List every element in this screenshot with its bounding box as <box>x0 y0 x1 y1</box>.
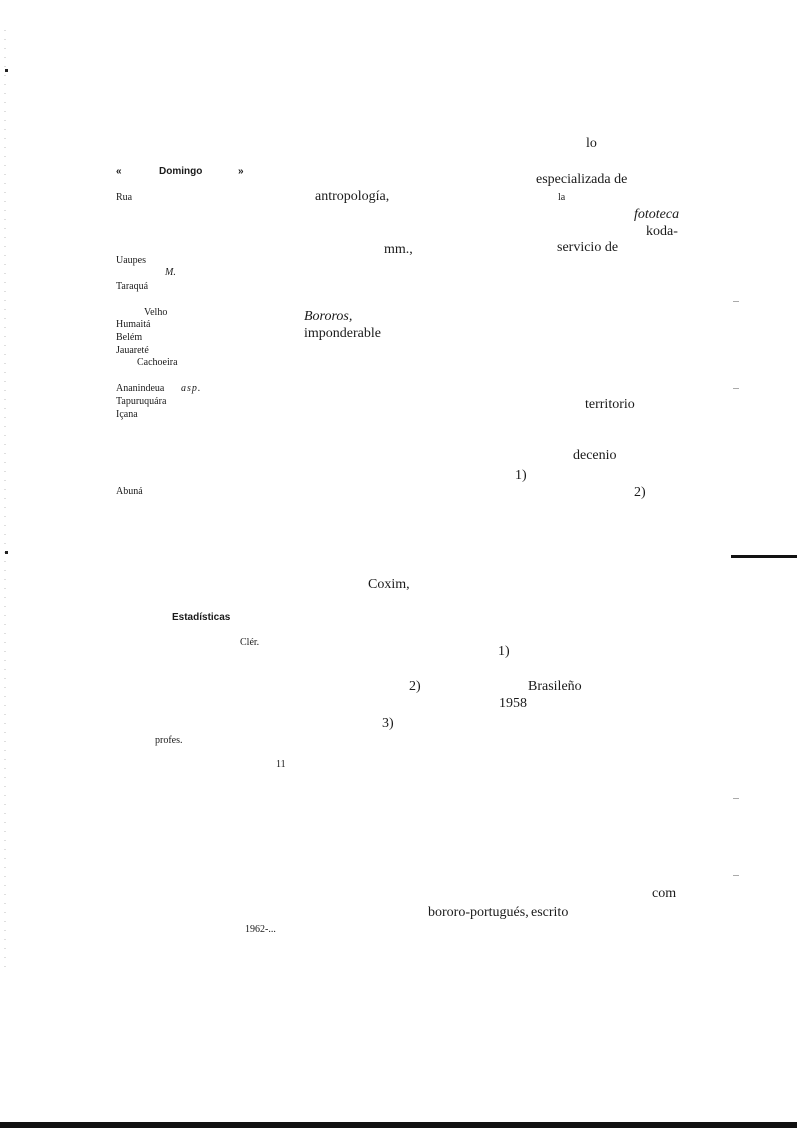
word-fototeca: fototeca <box>634 207 680 222</box>
word-especializada: especializada de <box>536 172 628 187</box>
place-jauarete: Jauareté <box>116 345 149 356</box>
year-1962: 1962-... <box>245 924 276 935</box>
word-com: com <box>652 886 677 901</box>
place-tapuruquara: Tapuruquára <box>116 396 167 407</box>
quote-close: » <box>238 166 244 177</box>
scan-speck <box>5 69 8 72</box>
margin-mark <box>733 875 739 876</box>
place-coxim: Coxim, <box>368 577 410 592</box>
place-velho: Velho <box>144 307 168 318</box>
word-profes: profes. <box>155 735 183 746</box>
place-ananindeua: Ananindeua <box>116 383 165 394</box>
scan-speck <box>5 551 8 554</box>
word-escrito: escrito <box>531 905 569 920</box>
word-la: la <box>558 192 566 203</box>
margin-mark <box>733 798 739 799</box>
heading-domingo: Domingo <box>159 166 203 177</box>
bottom-edge-bar <box>0 1122 797 1128</box>
word-cler: Clér. <box>240 637 260 648</box>
left-scan-edge <box>4 30 6 970</box>
marker-1b: 1) <box>498 644 510 659</box>
margin-mark <box>733 388 739 389</box>
word-mm: mm., <box>384 242 413 257</box>
word-decenio: decenio <box>573 448 617 463</box>
place-abuna: Abuná <box>116 486 143 497</box>
place-cachoeira: Cachoeira <box>137 357 178 368</box>
word-bororo-portugues: bororo-portugués, <box>428 905 529 920</box>
word-servicio: servicio de <box>557 240 619 255</box>
marker-2a: 2) <box>634 485 646 500</box>
margin-mark <box>733 301 739 302</box>
place-belem: Belém <box>116 332 143 343</box>
word-imponderable: imponderable <box>304 326 381 341</box>
place-uaupes: Uaupes <box>116 255 146 266</box>
quote-open: « <box>116 166 122 177</box>
word-rua: Rua <box>116 192 133 203</box>
marker-1a: 1) <box>515 468 527 483</box>
word-asp: asp. <box>181 383 202 394</box>
marker-2b: 2) <box>409 679 421 694</box>
word-brasileno: Brasileño <box>528 679 582 694</box>
word-m: M. <box>165 267 176 278</box>
number-11: 11 <box>276 759 286 770</box>
word-bororos: Bororos, <box>304 309 353 324</box>
marker-3: 3) <box>382 716 394 731</box>
word-lo: lo <box>586 136 597 151</box>
place-taraqua: Taraquá <box>116 281 149 292</box>
year-1958: 1958 <box>499 696 527 711</box>
place-icana: Içana <box>116 409 138 420</box>
heading-estadisticas: Estadísticas <box>172 612 231 623</box>
word-koda: koda- <box>646 224 678 239</box>
word-antropologia: antropología, <box>315 189 390 204</box>
word-territorio: territorio <box>585 397 635 412</box>
place-humaita: Humaitá <box>116 319 151 330</box>
right-margin-bar <box>731 555 797 558</box>
